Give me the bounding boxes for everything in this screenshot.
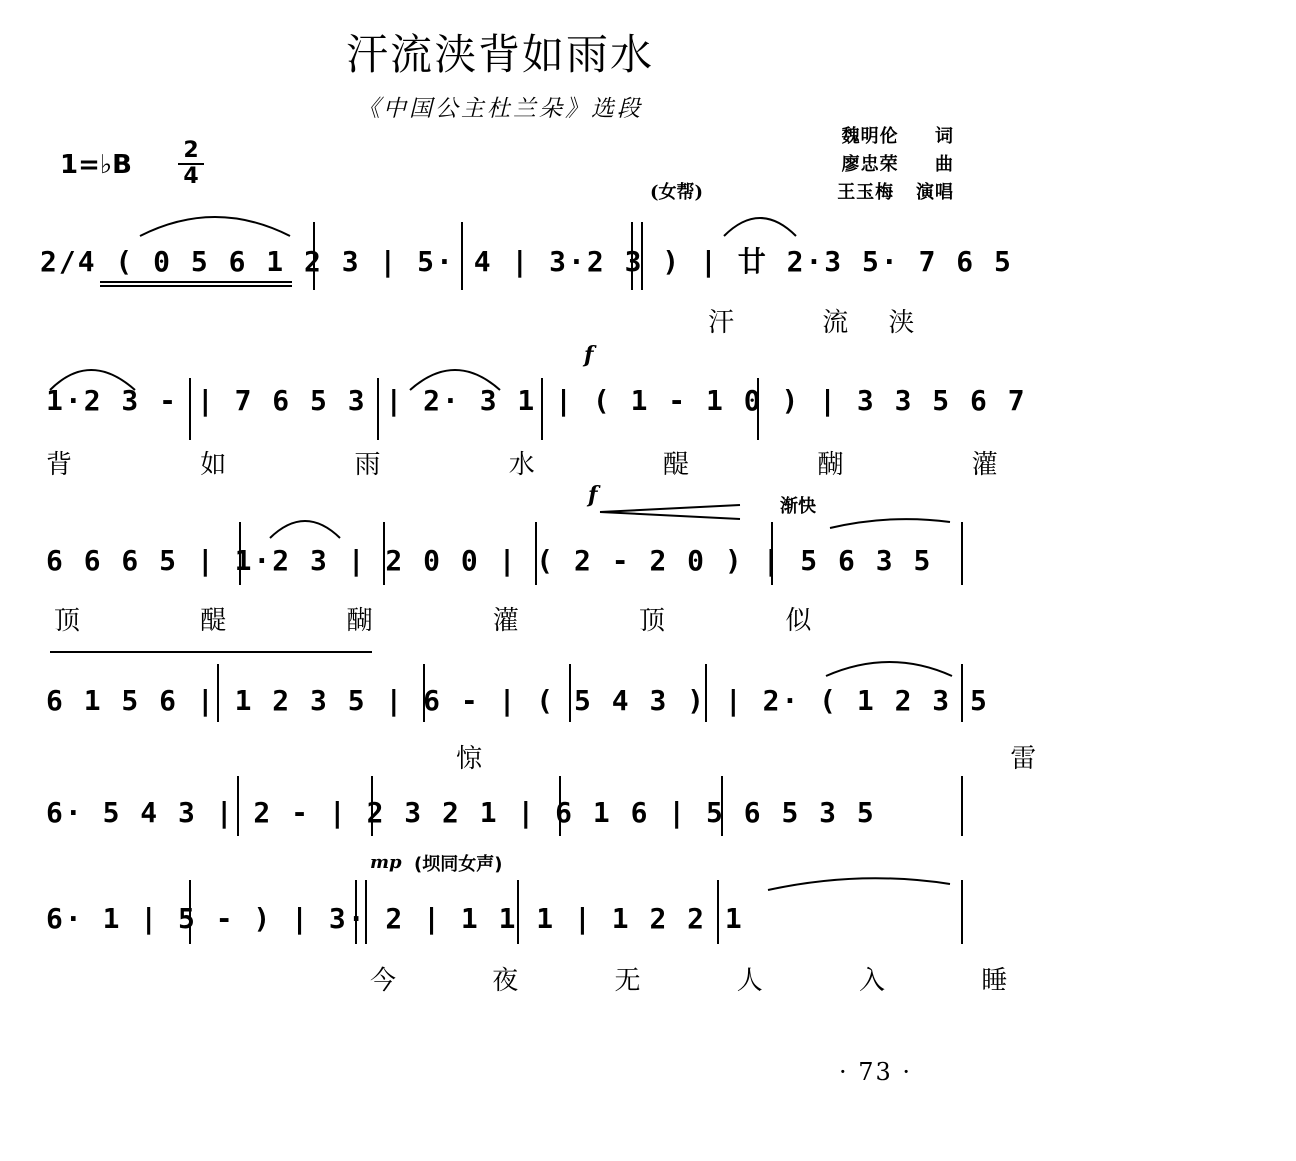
system-3-notes: 6 6 6 5 | 1·2 3 | 2 0 0 | ( 2 - 2 0 ) | 5 6 3 5 xyxy=(46,544,933,577)
system-6-notes: 6· 1 | 5 - ) | 3· 2 | 1 1 1 | 1 2 2 1 xyxy=(46,902,744,935)
system-5-notes: 6· 5 4 3 | 2 - | 2 3 2 1 | 6 1 6 | 5 6 5 3 5 xyxy=(46,796,876,829)
system-1-lyrics: 汗 流浃 xyxy=(708,308,955,338)
system-1-marking: (女帮) xyxy=(650,182,704,203)
system-6-lyrics: 今 夜 无 人 入 睡 xyxy=(370,966,1052,996)
song-subtitle: 《中国公主杜兰朵》选段 xyxy=(357,96,643,122)
system-2-dynamic: f xyxy=(584,342,594,368)
time-signature: 2 4 xyxy=(178,140,204,188)
system-6-marking: (坝同女声) xyxy=(414,854,503,875)
key-signature: 1=♭B xyxy=(60,150,132,180)
system-2-lyrics: 背 如 雨 水 醍 醐 灌 xyxy=(46,450,1058,480)
system-4-notes: 6 1 5 6 | 1 2 3 5 | 6 - | ( 5 4 3 ) | 2· ( 1 2 3 5 xyxy=(46,684,989,717)
system-6-dynamic: mp xyxy=(370,852,402,873)
song-title: 汗流浃背如雨水 xyxy=(345,30,654,79)
credit-composer: 廖忠荣 曲 xyxy=(841,154,954,175)
system-1-notes: 2/4 ( 0 5 6 1 2 3 | 5· 4 | 3·2 3 ) | 廿 2·3 5· 7 6 5 xyxy=(40,245,1013,278)
system-3-lyrics: 顶 醍 醐 灌 顶 似 xyxy=(54,606,868,636)
credit-lyricist: 魏明伦 词 xyxy=(841,126,954,147)
system-3-dynamic: f xyxy=(588,482,598,508)
system-2-notes: 1·2 3 - | 7 6 5 3 | 2· 3 1 | ( 1 - 1 0 ) | 3 3 5 6 7 xyxy=(46,384,1027,417)
page-number: · 73 · xyxy=(838,1058,912,1086)
credit-singer: 王玉梅 演唱 xyxy=(837,182,954,203)
system-4-lyrics: 惊 雷 xyxy=(456,744,1296,774)
system-3-tempo: 渐快 xyxy=(780,496,816,517)
